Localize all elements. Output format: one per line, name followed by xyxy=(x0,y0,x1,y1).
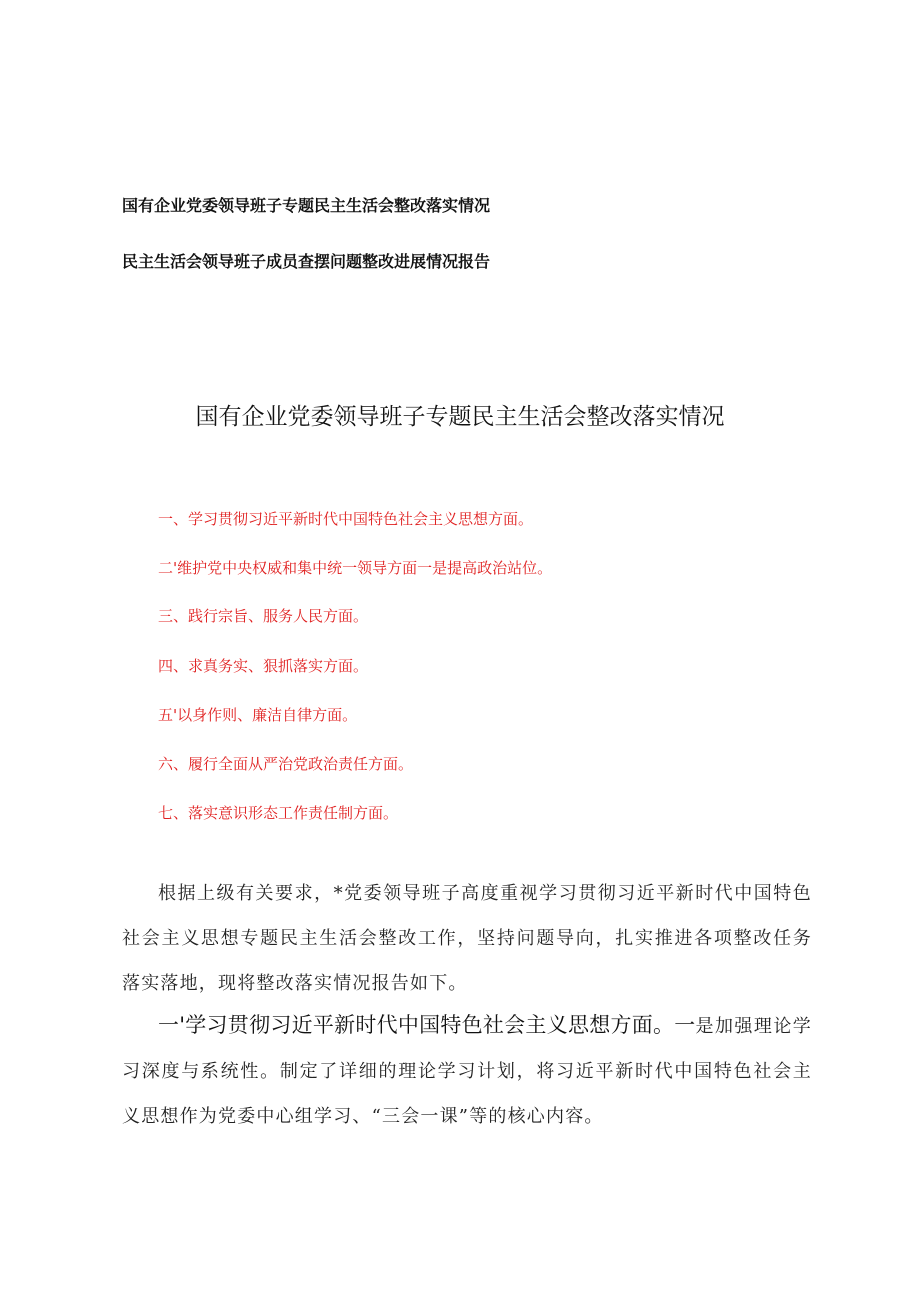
toc-item-4: 四、求真务实、狠抓落实方面。 xyxy=(158,657,369,675)
page-title: 国有企业党委领导班子专题民主生活会整改落实情况 xyxy=(195,404,725,430)
toc-item-5: 五'以身作则、廉洁自律方面。 xyxy=(158,706,358,724)
section-1-heading: 一'学习贯彻习近平新时代中国特色社会主义思想方面。一 xyxy=(158,1013,696,1037)
body-paragraph-section-1 xyxy=(122,1003,812,1139)
toc-item-2: 二'维护党中央权威和集中统一领导方面一是提高政治站位。 xyxy=(158,559,553,577)
toc-item-6: 六、履行全面从严治党政治责任方面。 xyxy=(158,755,414,773)
toc-item-1: 一、学习贯彻习近平新时代中国特色社会主义思想方面。 xyxy=(158,510,534,528)
header-title-1: 国有企业党委领导班子专题民主生活会整改落实情况 xyxy=(122,196,491,215)
section-1-text: 是加强理论学习深度与系统性。制定了详细的理论学习计划，将习近平新时代中国特色社会主义思想作为党委中心组学习、“三会一课”等的核心内容。 xyxy=(122,1016,812,1127)
body-paragraph-intro: 根据上级有关要求，*党委领导班子高度重视学习贯彻习近平新时代中国特色社会主义思想专题民主生活会整改工作，坚持问题导向，扎实推进各项整改任务落实落地，现将整改落实情况报告如下。 xyxy=(122,883,812,994)
header-title-2: 民主生活会领导班子成员查摆问题整改进展情况报告 xyxy=(122,252,491,271)
toc-item-7: 七、落实意识形态工作责任制方面。 xyxy=(158,804,399,822)
toc-item-3: 三、践行宗旨、服务人民方面。 xyxy=(158,607,369,625)
